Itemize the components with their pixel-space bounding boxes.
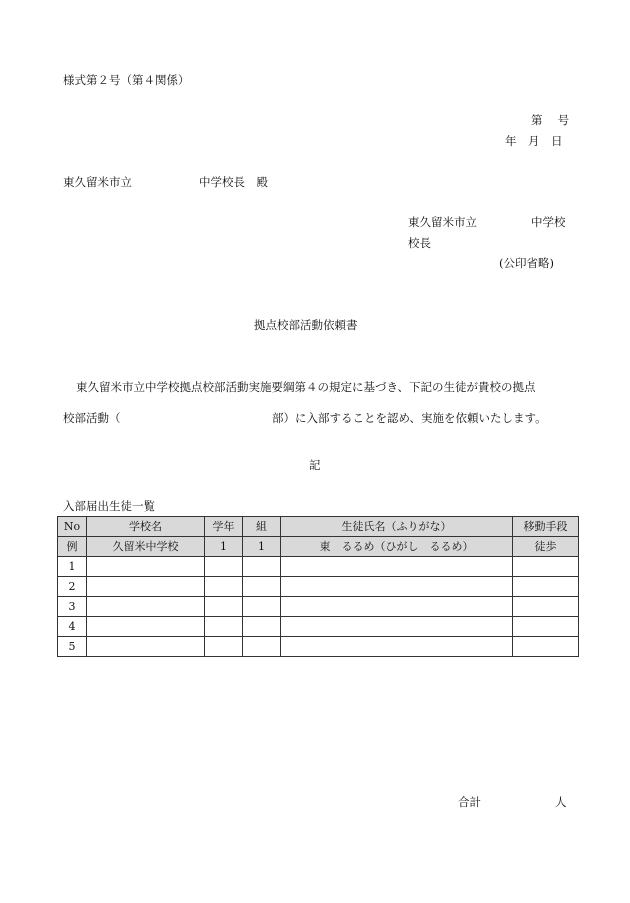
row-no: 5 — [58, 637, 87, 657]
row-grade-cell[interactable] — [205, 557, 243, 577]
table-row — [58, 557, 579, 577]
row-grade-cell[interactable] — [205, 617, 243, 637]
document-title: 拠点校部活動依頼書 — [254, 318, 358, 332]
row-transport-cell[interactable] — [513, 597, 579, 617]
row-student-name-cell[interactable] — [281, 557, 513, 577]
table-row — [58, 617, 579, 637]
row-student-name-cell[interactable] — [281, 637, 513, 657]
header-class: 組 — [243, 517, 281, 537]
row-student-name-cell[interactable] — [281, 597, 513, 617]
header-transport: 移動手段 — [513, 517, 579, 537]
row-transport-cell[interactable] — [513, 577, 579, 597]
header-no: No — [58, 517, 87, 537]
body-line-1: 東久留米市立中学校拠点校部活動実施要綱第４の規定に基づき、下記の生徒が貴校の拠点 — [76, 380, 536, 394]
row-grade-cell[interactable] — [205, 577, 243, 597]
row-grade-cell[interactable] — [205, 637, 243, 657]
row-school-cell[interactable] — [87, 577, 205, 597]
row-transport-cell[interactable] — [513, 557, 579, 577]
list-title: 入部届出生徒一覧 — [63, 499, 155, 513]
header-student-name: 生徒氏名（ふりがな） — [281, 517, 513, 537]
header-grade: 学年 — [205, 517, 243, 537]
row-school-cell[interactable] — [87, 617, 205, 637]
example-grade: 1 — [205, 537, 243, 557]
total-unit: 人 — [555, 795, 567, 809]
row-grade-cell[interactable] — [205, 597, 243, 617]
row-no: 1 — [58, 557, 87, 577]
table-header-row — [58, 517, 579, 537]
sender-city: 東久留米市立 — [408, 215, 477, 229]
row-no: 3 — [58, 597, 87, 617]
example-student-name: 東 るるめ（ひがし るるめ） — [281, 537, 513, 557]
example-transport: 徒歩 — [513, 537, 579, 557]
body-line-2-end: 部）に入部することを認め、実施を依頼いたします。 — [272, 411, 547, 425]
row-class-cell[interactable] — [243, 577, 281, 597]
row-school-cell[interactable] — [87, 597, 205, 617]
table-row — [58, 597, 579, 617]
row-class-cell[interactable] — [243, 637, 281, 657]
row-school-cell[interactable] — [87, 557, 205, 577]
row-class-cell[interactable] — [243, 617, 281, 637]
student-table — [57, 516, 579, 657]
ki-label: 記 — [309, 458, 321, 472]
row-class-cell[interactable] — [243, 557, 281, 577]
sender-title: 校長 — [408, 236, 431, 250]
table-row — [58, 577, 579, 597]
row-no: 2 — [58, 577, 87, 597]
sender-school: 中学校 — [531, 215, 566, 229]
row-school-cell[interactable] — [87, 637, 205, 657]
table-row-example — [58, 537, 579, 557]
row-transport-cell[interactable] — [513, 637, 579, 657]
row-student-name-cell[interactable] — [281, 577, 513, 597]
example-no: 例 — [58, 537, 87, 557]
row-class-cell[interactable] — [243, 597, 281, 617]
document-number: 第 号 — [531, 113, 570, 127]
row-transport-cell[interactable] — [513, 617, 579, 637]
document-date: 年 月 日 — [505, 134, 563, 148]
row-student-name-cell[interactable] — [281, 617, 513, 637]
total-label: 合計 — [458, 795, 481, 809]
body-line-2-start: 校部活動（ — [63, 411, 121, 425]
seal-note: (公印省略) — [499, 256, 554, 270]
row-no: 4 — [58, 617, 87, 637]
form-label: 様式第２号（第４関係） — [63, 73, 190, 87]
addressee-city: 東久留米市立 — [63, 175, 132, 189]
addressee-role: 中学校長 殿 — [199, 175, 268, 189]
table-row — [58, 637, 579, 657]
example-class: 1 — [243, 537, 281, 557]
header-school: 学校名 — [87, 517, 205, 537]
example-school: 久留米中学校 — [87, 537, 205, 557]
